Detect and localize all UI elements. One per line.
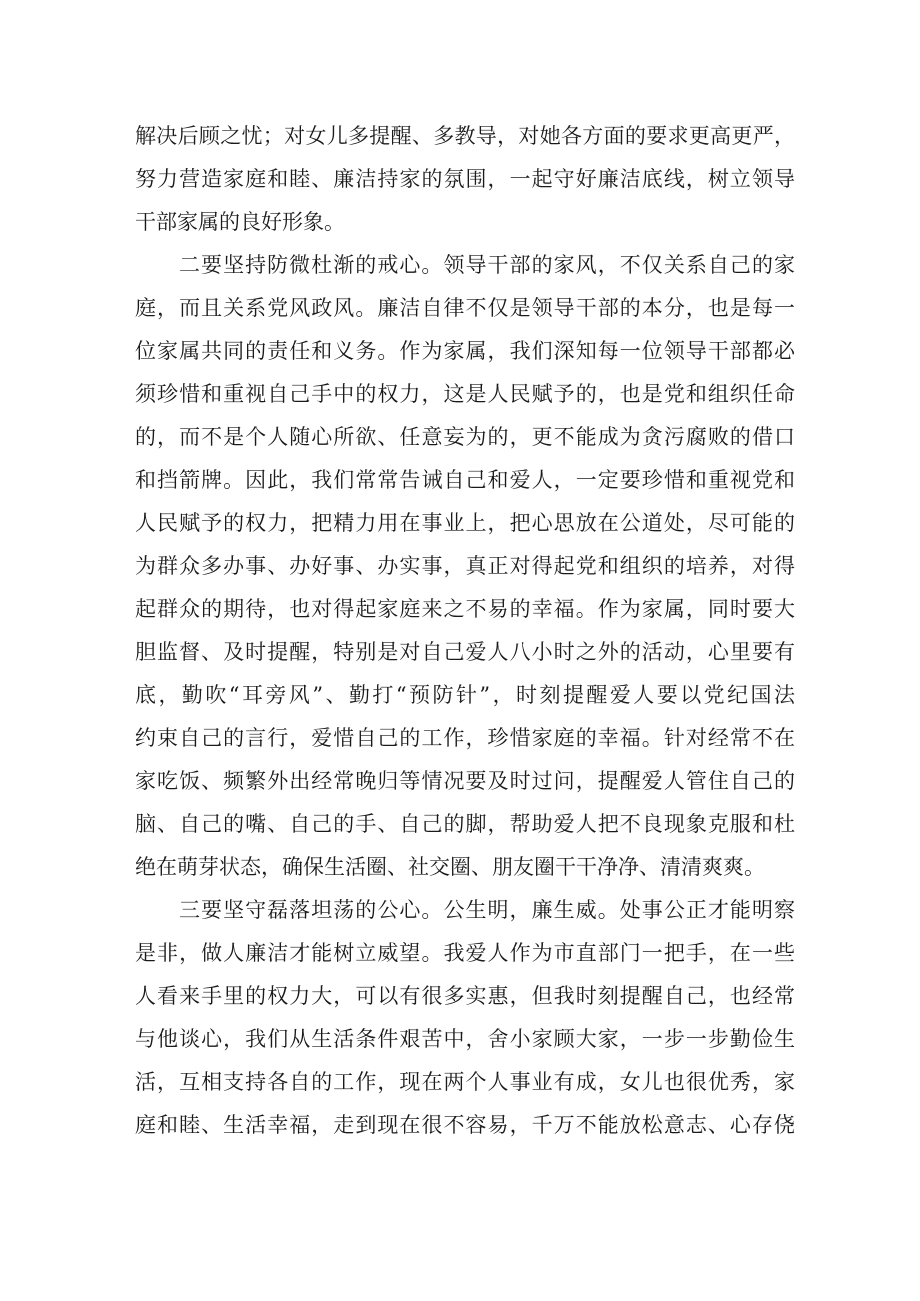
paragraph xyxy=(135,244,795,889)
text-line: 家吃饭、频繁外出经常晚归等情况要及时过问，提醒爱人管住自己的 xyxy=(135,769,795,793)
text-line: 庭，而且关系党风政风。廉洁自律不仅是领导干部的本分，也是每一 xyxy=(135,296,795,320)
text-line: 为群众多办事、办好事、办实事，真正对得起党和组织的培养，对得 xyxy=(135,554,795,578)
text-line: 与他谈心，我们从生活条件艰苦中，舍小家顾大家，一步一步勤俭生 xyxy=(135,1027,795,1051)
text-line: 和挡箭牌。因此，我们常常告诫自己和爱人，一定要珍惜和重视党和 xyxy=(135,468,795,492)
text-line: 脑、自己的嘴、自己的手、自己的脚，帮助爱人把不良现象克服和杜 xyxy=(135,812,795,836)
document-body xyxy=(135,115,795,1147)
text-line: 人民赋予的权力，把精力用在事业上，把心思放在公道处，尽可能的 xyxy=(135,511,795,535)
text-line: 绝在萌芽状态，确保生活圈、社交圈、朋友圈干干净净、清清爽爽。 xyxy=(135,855,765,879)
text-line: 活，互相支持各自的工作，现在两个人事业有成，女儿也很优秀，家 xyxy=(135,1070,795,1094)
text-line: 三要坚守磊落坦荡的公心。公生明，廉生威。处事公正才能明察 xyxy=(179,898,795,922)
text-line: 庭和睦、生活幸福，走到现在很不容易，千万不能放松意志、心存侥 xyxy=(135,1113,795,1137)
text-line: 的，而不是个人随心所欲、任意妄为的，更不能成为贪污腐败的借口 xyxy=(135,425,795,449)
text-line: 底，勤吹“耳旁风”、勤打“预防针”，时刻提醒爱人要以党纪国法 xyxy=(135,683,795,707)
text-line: 约束自己的言行，爱惜自己的工作，珍惜家庭的幸福。针对经常不在 xyxy=(135,726,795,750)
text-line: 努力营造家庭和睦、廉洁持家的氛围，一起守好廉洁底线，树立领导 xyxy=(135,167,795,191)
paragraph xyxy=(135,889,795,1147)
text-line: 是非，做人廉洁才能树立威望。我爱人作为市直部门一把手，在一些 xyxy=(135,941,795,965)
text-line: 位家属共同的责任和义务。作为家属，我们深知每一位领导干部都必 xyxy=(135,339,795,363)
text-line: 干部家属的良好形象。 xyxy=(135,210,345,234)
text-line: 须珍惜和重视自己手中的权力，这是人民赋予的，也是党和组织任命 xyxy=(135,382,795,406)
text-line: 起群众的期待，也对得起家庭来之不易的幸福。作为家属，同时要大 xyxy=(135,597,795,621)
text-line: 人看来手里的权力大，可以有很多实惠，但我时刻提醒自己，也经常 xyxy=(135,984,795,1008)
paragraph xyxy=(135,115,795,244)
text-line: 解决后顾之忧；对女儿多提醒、多教导，对她各方面的要求更高更严， xyxy=(135,124,795,148)
text-line: 二要坚持防微杜渐的戒心。领导干部的家风，不仅关系自己的家 xyxy=(179,253,795,277)
text-line: 胆监督、及时提醒，特别是对自己爱人八小时之外的活动，心里要有 xyxy=(135,640,795,664)
